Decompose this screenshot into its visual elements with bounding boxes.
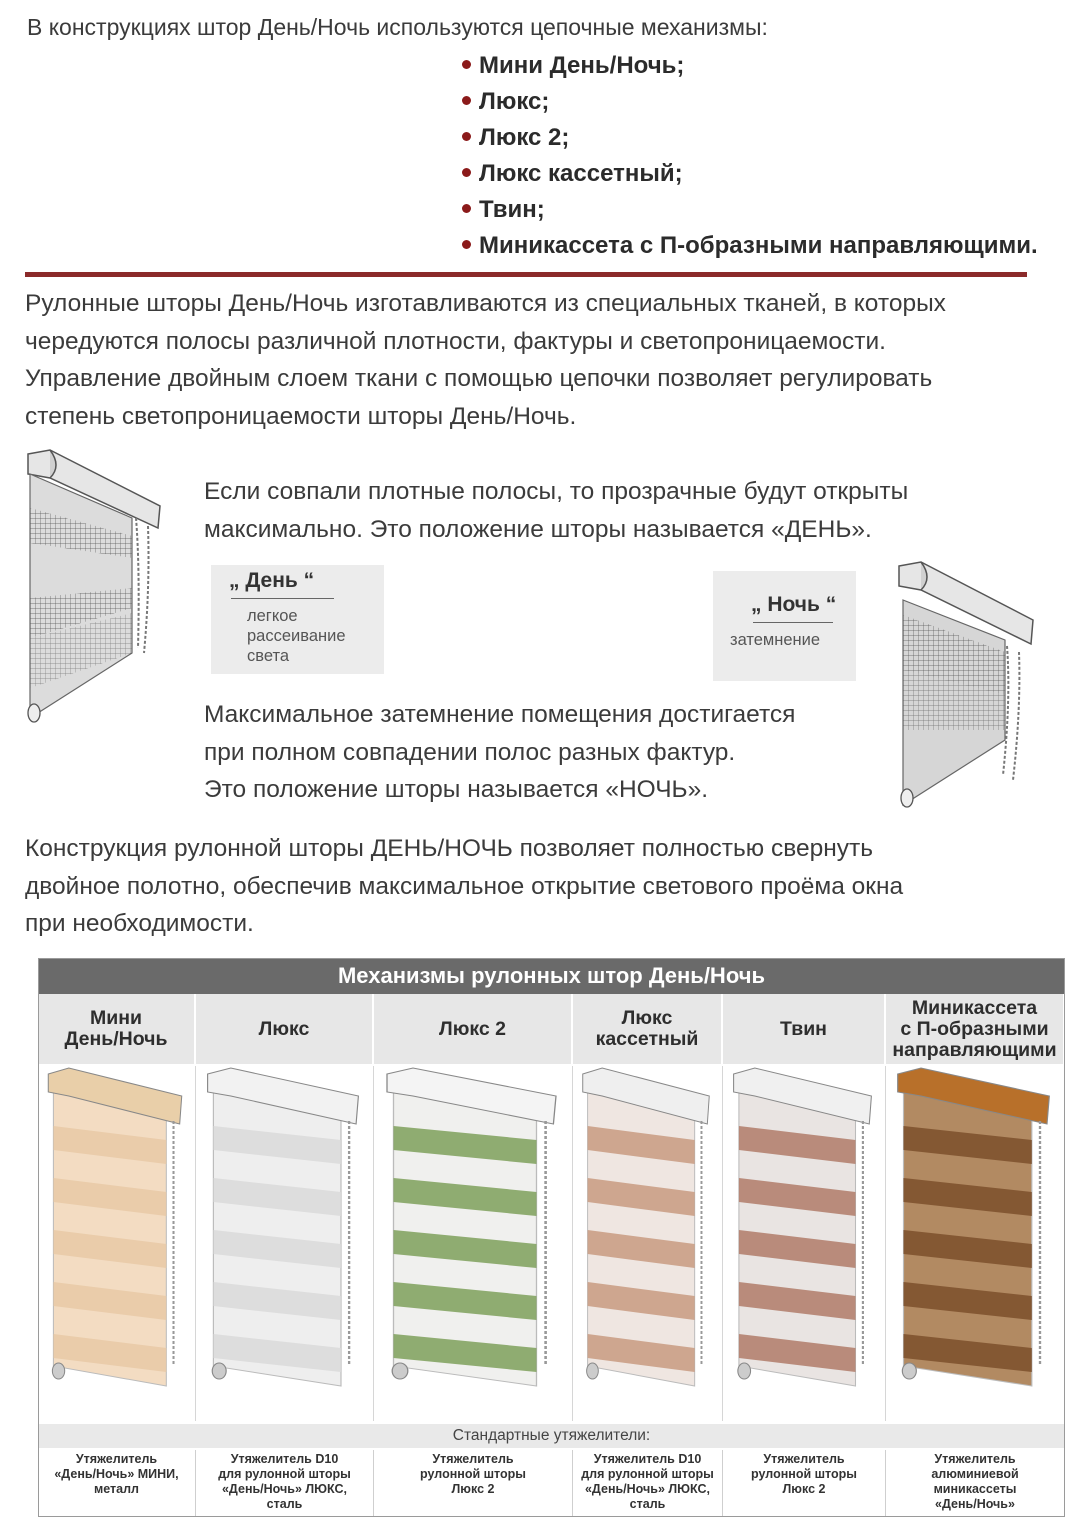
bullet-icon bbox=[462, 204, 471, 213]
mechanism-photo bbox=[38, 1066, 196, 1421]
bullet-icon bbox=[462, 240, 471, 249]
night-label-underline bbox=[753, 622, 833, 623]
weight-description: Утяжелитель рулонной шторы Люкс 2 bbox=[723, 1450, 886, 1516]
day-label-title: „ День “ bbox=[229, 569, 315, 592]
table-title: Механизмы рулонных штор День/Ночь bbox=[38, 958, 1065, 994]
day-label-subtitle: легкое рассеивание света bbox=[247, 607, 346, 665]
day-label-underline bbox=[231, 598, 334, 599]
bullet-icon bbox=[462, 60, 471, 69]
weight-description: Утяжелитель «День/Ночь» МИНИ, металл bbox=[38, 1450, 196, 1516]
mechanism-photo bbox=[196, 1066, 374, 1421]
night-description: Максимальное затемнение помещения достигается при полном совпадении полос разных фактур. Это положение шторы называется «НОЧЬ». bbox=[204, 701, 796, 803]
mechanism-photo bbox=[374, 1066, 573, 1421]
mechanism-item: Миникассета с П-образными направляющими. bbox=[462, 228, 1038, 264]
day-label-card bbox=[211, 565, 384, 674]
standard-weights-caption: Стандартные утяжелители: bbox=[38, 1424, 1065, 1448]
night-label-subtitle: затемнение bbox=[730, 631, 821, 649]
mechanism-photo bbox=[573, 1066, 723, 1421]
construction-paragraph: Конструкция рулонной шторы ДЕНЬ/НОЧЬ позволяет полностью свернуть двойное полотно, обеспечив максимальное открытие светового проёма окна при необходимости. bbox=[25, 835, 904, 937]
night-label-title: „ Ночь “ bbox=[751, 593, 837, 616]
section-divider bbox=[25, 272, 1027, 277]
column-header: Люкс кассетный bbox=[573, 994, 723, 1064]
weight-description: Утяжелитель рулонной шторы Люкс 2 bbox=[374, 1450, 573, 1516]
day-description: Если совпали плотные полосы, то прозрачные будут открыты максимально. Это положение шторы называется «ДЕНЬ». bbox=[204, 478, 909, 543]
night-label-card bbox=[713, 571, 856, 681]
mechanism-photo bbox=[886, 1066, 1065, 1421]
weight-description: Утяжелитель D10 для рулонной шторы «День/Ночь» ЛЮКС, сталь bbox=[196, 1450, 374, 1516]
bullet-icon bbox=[462, 96, 471, 105]
column-header: Люкс bbox=[196, 994, 374, 1064]
column-header: Миникассета с П-образными направляющими bbox=[886, 994, 1065, 1064]
mechanism-list bbox=[462, 48, 1038, 264]
mechanism-item: Люкс; bbox=[462, 84, 1038, 120]
mechanism-item: Люкс 2; bbox=[462, 120, 1038, 156]
day-blind-illustration bbox=[20, 448, 165, 723]
description-paragraph: Рулонные шторы День/Ночь изготавливаются из специальных тканей, в которых чередуются полосы различной плотности, фактуры и светопроницаемости. Управление двойным слоем ткани с помощью цепочки позволяет регулировать степень светопроницаемости шторы День/Ночь. bbox=[25, 290, 946, 430]
mechanism-item: Мини День/Ночь; bbox=[462, 48, 1038, 84]
weight-description: Утяжелитель D10 для рулонной шторы «День/Ночь» ЛЮКС, сталь bbox=[573, 1450, 723, 1516]
bullet-icon bbox=[462, 168, 471, 177]
column-header: Мини День/Ночь bbox=[38, 994, 196, 1064]
mechanism-item: Люкс кассетный; bbox=[462, 156, 1038, 192]
mechanisms-table bbox=[38, 958, 1065, 1517]
mechanism-photo bbox=[723, 1066, 886, 1421]
mechanism-item: Твин; bbox=[462, 192, 1038, 228]
night-blind-illustration bbox=[893, 560, 1038, 810]
intro-text: В конструкциях штор День/Ночь используются цепочные механизмы: bbox=[27, 14, 768, 40]
bullet-icon bbox=[462, 132, 471, 141]
column-header: Твин bbox=[723, 994, 886, 1064]
column-header: Люкс 2 bbox=[374, 994, 573, 1064]
weight-description: Утяжелитель алюминиевой миникассеты «День/Ночь» bbox=[886, 1450, 1065, 1516]
